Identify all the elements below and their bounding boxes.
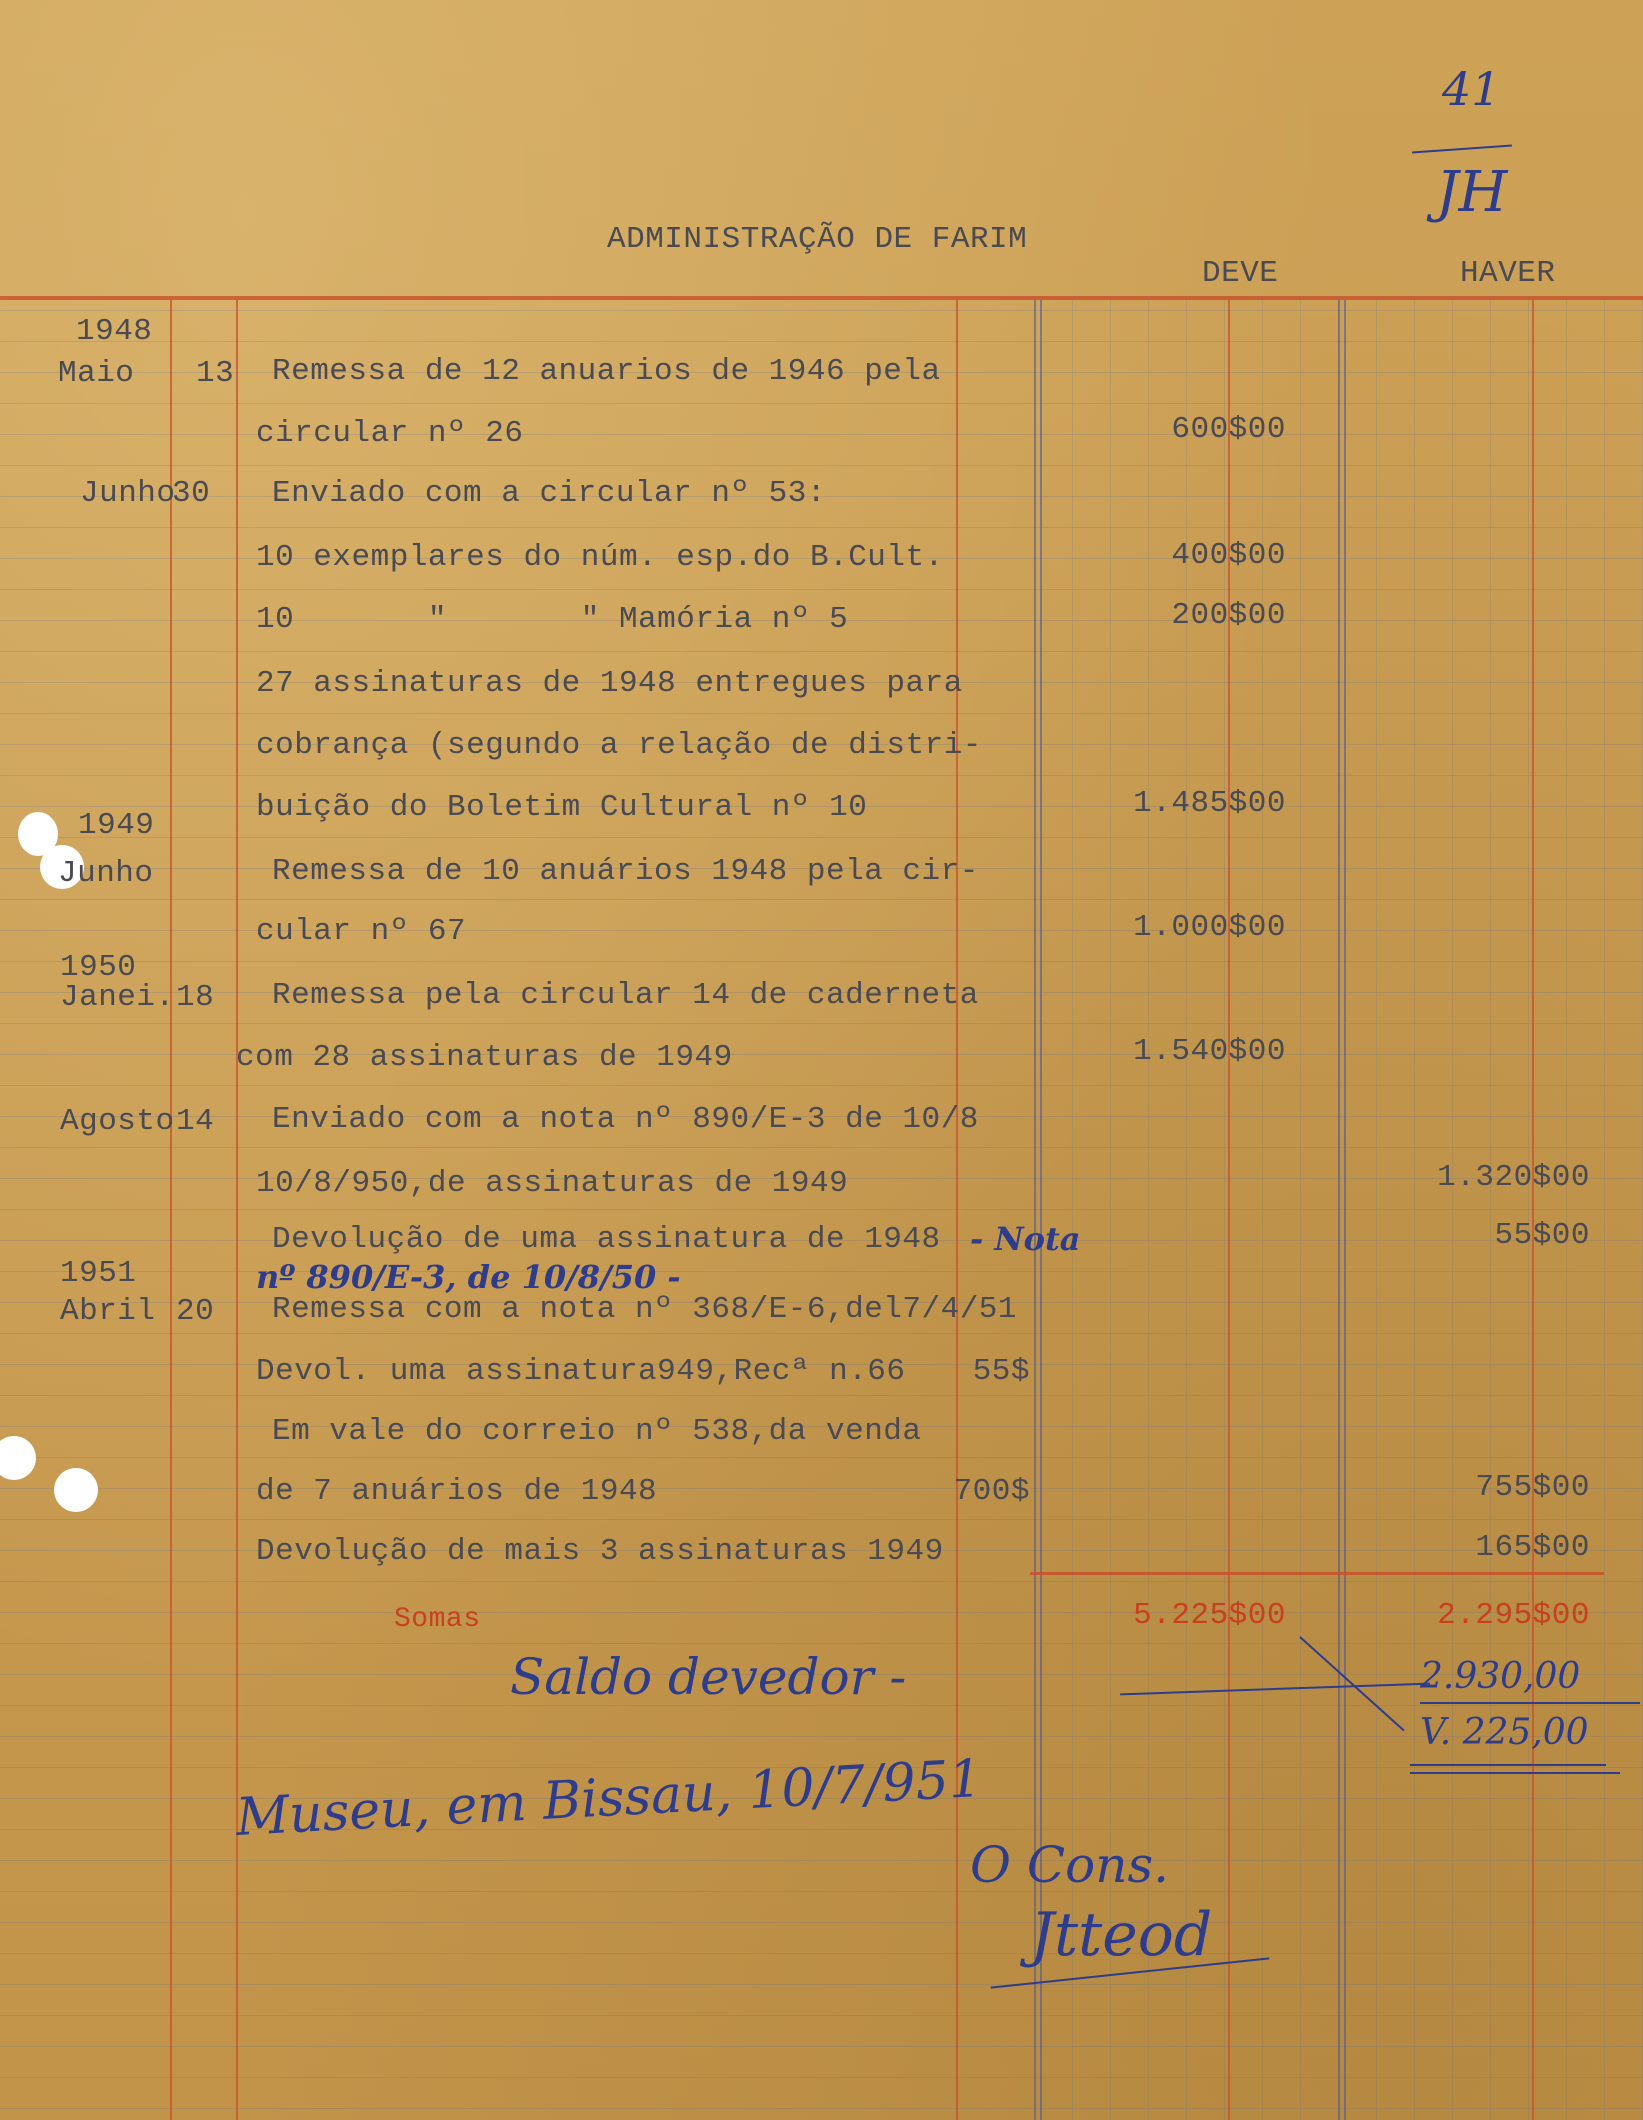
entry-description: Remessa de 12 anuarios de 1946 pela [272, 354, 941, 389]
grid-line [0, 1984, 1643, 1985]
punch-hole [54, 1468, 98, 1512]
saldo-underline-2 [1410, 1772, 1620, 1774]
entry-deve-amount: 1.485$00 [1133, 786, 1286, 821]
entry-day: 18 [176, 980, 215, 1015]
saldo-calc-first: 2.930,00 [1420, 1656, 1581, 1697]
entry-subamount: 700$ [953, 1474, 1030, 1509]
grid-line [0, 651, 1643, 652]
place-and-date: Museu, em Bissau, 10/7/951 [234, 1748, 984, 1848]
grid-line [0, 1860, 1643, 1861]
entry-deve-amount: 1.540$00 [1133, 1034, 1286, 1069]
entry-month: Agosto [60, 1104, 175, 1139]
saldo-rule [1420, 1702, 1640, 1704]
entry-description: Em vale do correio nº 538,da venda [272, 1414, 922, 1449]
grid-line [1566, 300, 1567, 2120]
entry-deve-amount: 200$00 [1171, 598, 1286, 633]
grid-line [1186, 300, 1187, 2120]
handwritten-note-reference: nº 890/E-3, de 10/8/50 - [256, 1258, 681, 1296]
grid-line [0, 1023, 1643, 1024]
haver-column-rule-2 [1344, 300, 1346, 2120]
totals-rule [1030, 1572, 1604, 1575]
grid-line [0, 465, 1643, 466]
grid-line [0, 1922, 1643, 1923]
totals-label: Somas [394, 1604, 481, 1635]
grid-line [0, 1891, 1643, 1892]
grid-line [0, 527, 1643, 528]
entry-description: cobrança (segundo a relação de distri- [256, 728, 982, 763]
entry-description: Enviado com a circular nº 53: [272, 476, 826, 511]
entry-description: Enviado com a nota nº 890/E-3 de 10/8 [272, 1102, 979, 1137]
corner-note-rule [1412, 145, 1512, 154]
column-header-haver: HAVER [1460, 256, 1556, 291]
entry-description: buição do Boletim Cultural nº 10 [256, 790, 868, 825]
grid-line [1604, 300, 1605, 2120]
entry-month: Maio [58, 356, 135, 391]
entry-day: 20 [176, 1294, 215, 1329]
grid-line [0, 1736, 1643, 1737]
grid-line [0, 961, 1643, 962]
entry-description: 10 exemplares do núm. esp.do B.Cult. [256, 540, 944, 575]
entry-day: 13 [196, 356, 235, 391]
entry-month: Junho [80, 476, 176, 511]
grid-line [0, 930, 1643, 931]
grid-line [0, 1085, 1643, 1086]
haver-cents-rule [1532, 300, 1534, 2120]
entry-haver-amount: 1.320$00 [1437, 1160, 1590, 1195]
grid-line [1528, 300, 1529, 2120]
entry-month: Junho [58, 856, 154, 891]
punch-hole [0, 1436, 36, 1480]
grid-line [0, 1147, 1643, 1148]
entry-year: 1948 [76, 314, 153, 349]
entry-year: 1949 [78, 808, 155, 843]
entry-description: Devolução de uma assinatura de 1948 [272, 1222, 941, 1257]
entry-haver-amount: 165$00 [1475, 1530, 1590, 1565]
entry-year: 1951 [60, 1256, 137, 1291]
entry-day: 30 [172, 476, 211, 511]
corner-note-initials: JH [1436, 160, 1508, 225]
grid-line [0, 775, 1643, 776]
entry-description: Remessa de 10 anuários 1948 pela cir- [272, 854, 979, 889]
entry-deve-amount: 600$00 [1171, 412, 1286, 447]
grid-line [0, 434, 1643, 435]
grid-line [0, 2108, 1643, 2109]
grid-line [1452, 300, 1453, 2120]
entry-deve-amount: 400$00 [1171, 538, 1286, 573]
date-column-rule [170, 300, 172, 2120]
subamount-column-rule [956, 300, 958, 2120]
entry-description: 10/8/950,de assinaturas de 1949 [256, 1166, 849, 1201]
handwritten-note-suffix: - Nota [970, 1220, 1081, 1258]
entry-month: Abril [60, 1294, 156, 1329]
grid-line [0, 899, 1643, 900]
entry-day: 14 [176, 1104, 215, 1139]
grid-line [0, 1333, 1643, 1334]
grid-line [1490, 300, 1491, 2120]
grid-line [0, 1395, 1643, 1396]
entry-subamount: 55$ [972, 1354, 1030, 1389]
grid-line [0, 403, 1643, 404]
corner-note-number: 41 [1442, 62, 1501, 116]
entry-description: Devolução de mais 3 assinaturas 1949 [256, 1534, 944, 1569]
saldo-underline-1 [1410, 1764, 1606, 1766]
signature-title: O Cons. [970, 1836, 1169, 1894]
grid-line [0, 1209, 1643, 1210]
saldo-dash-line [1120, 1683, 1430, 1696]
entry-description: com 28 assinaturas de 1949 [236, 1040, 733, 1075]
grid-line [0, 837, 1643, 838]
entry-description: cular nº 67 [256, 914, 467, 949]
haver-column-rule [1338, 300, 1340, 2120]
entry-description: Remessa com a nota nº 368/E-6,del7/4/51 [272, 1292, 1018, 1327]
totals-deve: 5.225$00 [1133, 1598, 1286, 1633]
saldo-calc-second: V. 225,00 [1420, 1712, 1589, 1753]
entry-description: 10 " " Mamória nº 5 [256, 602, 849, 637]
saldo-label: Saldo devedor - [510, 1648, 907, 1706]
grid-line [1262, 300, 1263, 2120]
grid-line [0, 310, 1643, 311]
grid-line [1376, 300, 1377, 2120]
entry-haver-amount: 755$00 [1475, 1470, 1590, 1505]
grid-line [0, 713, 1643, 714]
totals-haver: 2.295$00 [1437, 1598, 1590, 1633]
entry-description: Remessa pela circular 14 de caderneta [272, 978, 979, 1013]
grid-line [1300, 300, 1301, 2120]
entry-description: circular nº 26 [256, 416, 524, 451]
grid-line [0, 1581, 1643, 1582]
grid-line [0, 1519, 1643, 1520]
grid-line [0, 1271, 1643, 1272]
entry-month: Janei. [60, 980, 175, 1015]
grid-line [0, 2077, 1643, 2078]
entry-deve-amount: 1.000$00 [1133, 910, 1286, 945]
grid-line [0, 1457, 1643, 1458]
grid-line [0, 1643, 1643, 1644]
page-title: ADMINISTRAÇÃO DE FARIM [607, 222, 1028, 257]
entry-description: de 7 anuários de 1948 [256, 1474, 658, 1509]
grid-line [1414, 300, 1415, 2120]
header-rule [0, 296, 1643, 300]
signature: Jtteod [1030, 1900, 1213, 1970]
grid-line [0, 2046, 1643, 2047]
grid-line [0, 341, 1643, 342]
deve-cents-rule [1228, 300, 1230, 2120]
entry-description: Devol. uma assinatura949,Recª n.66 [256, 1354, 906, 1389]
entry-year: 1950 [60, 950, 137, 985]
grid-line [0, 2015, 1643, 2016]
entry-haver-amount: 55$00 [1494, 1218, 1590, 1253]
grid-line [0, 1953, 1643, 1954]
entry-description: 27 assinaturas de 1948 entregues para [256, 666, 963, 701]
column-header-deve: DEVE [1202, 256, 1279, 291]
grid-line [0, 589, 1643, 590]
grid-line [1224, 300, 1225, 2120]
